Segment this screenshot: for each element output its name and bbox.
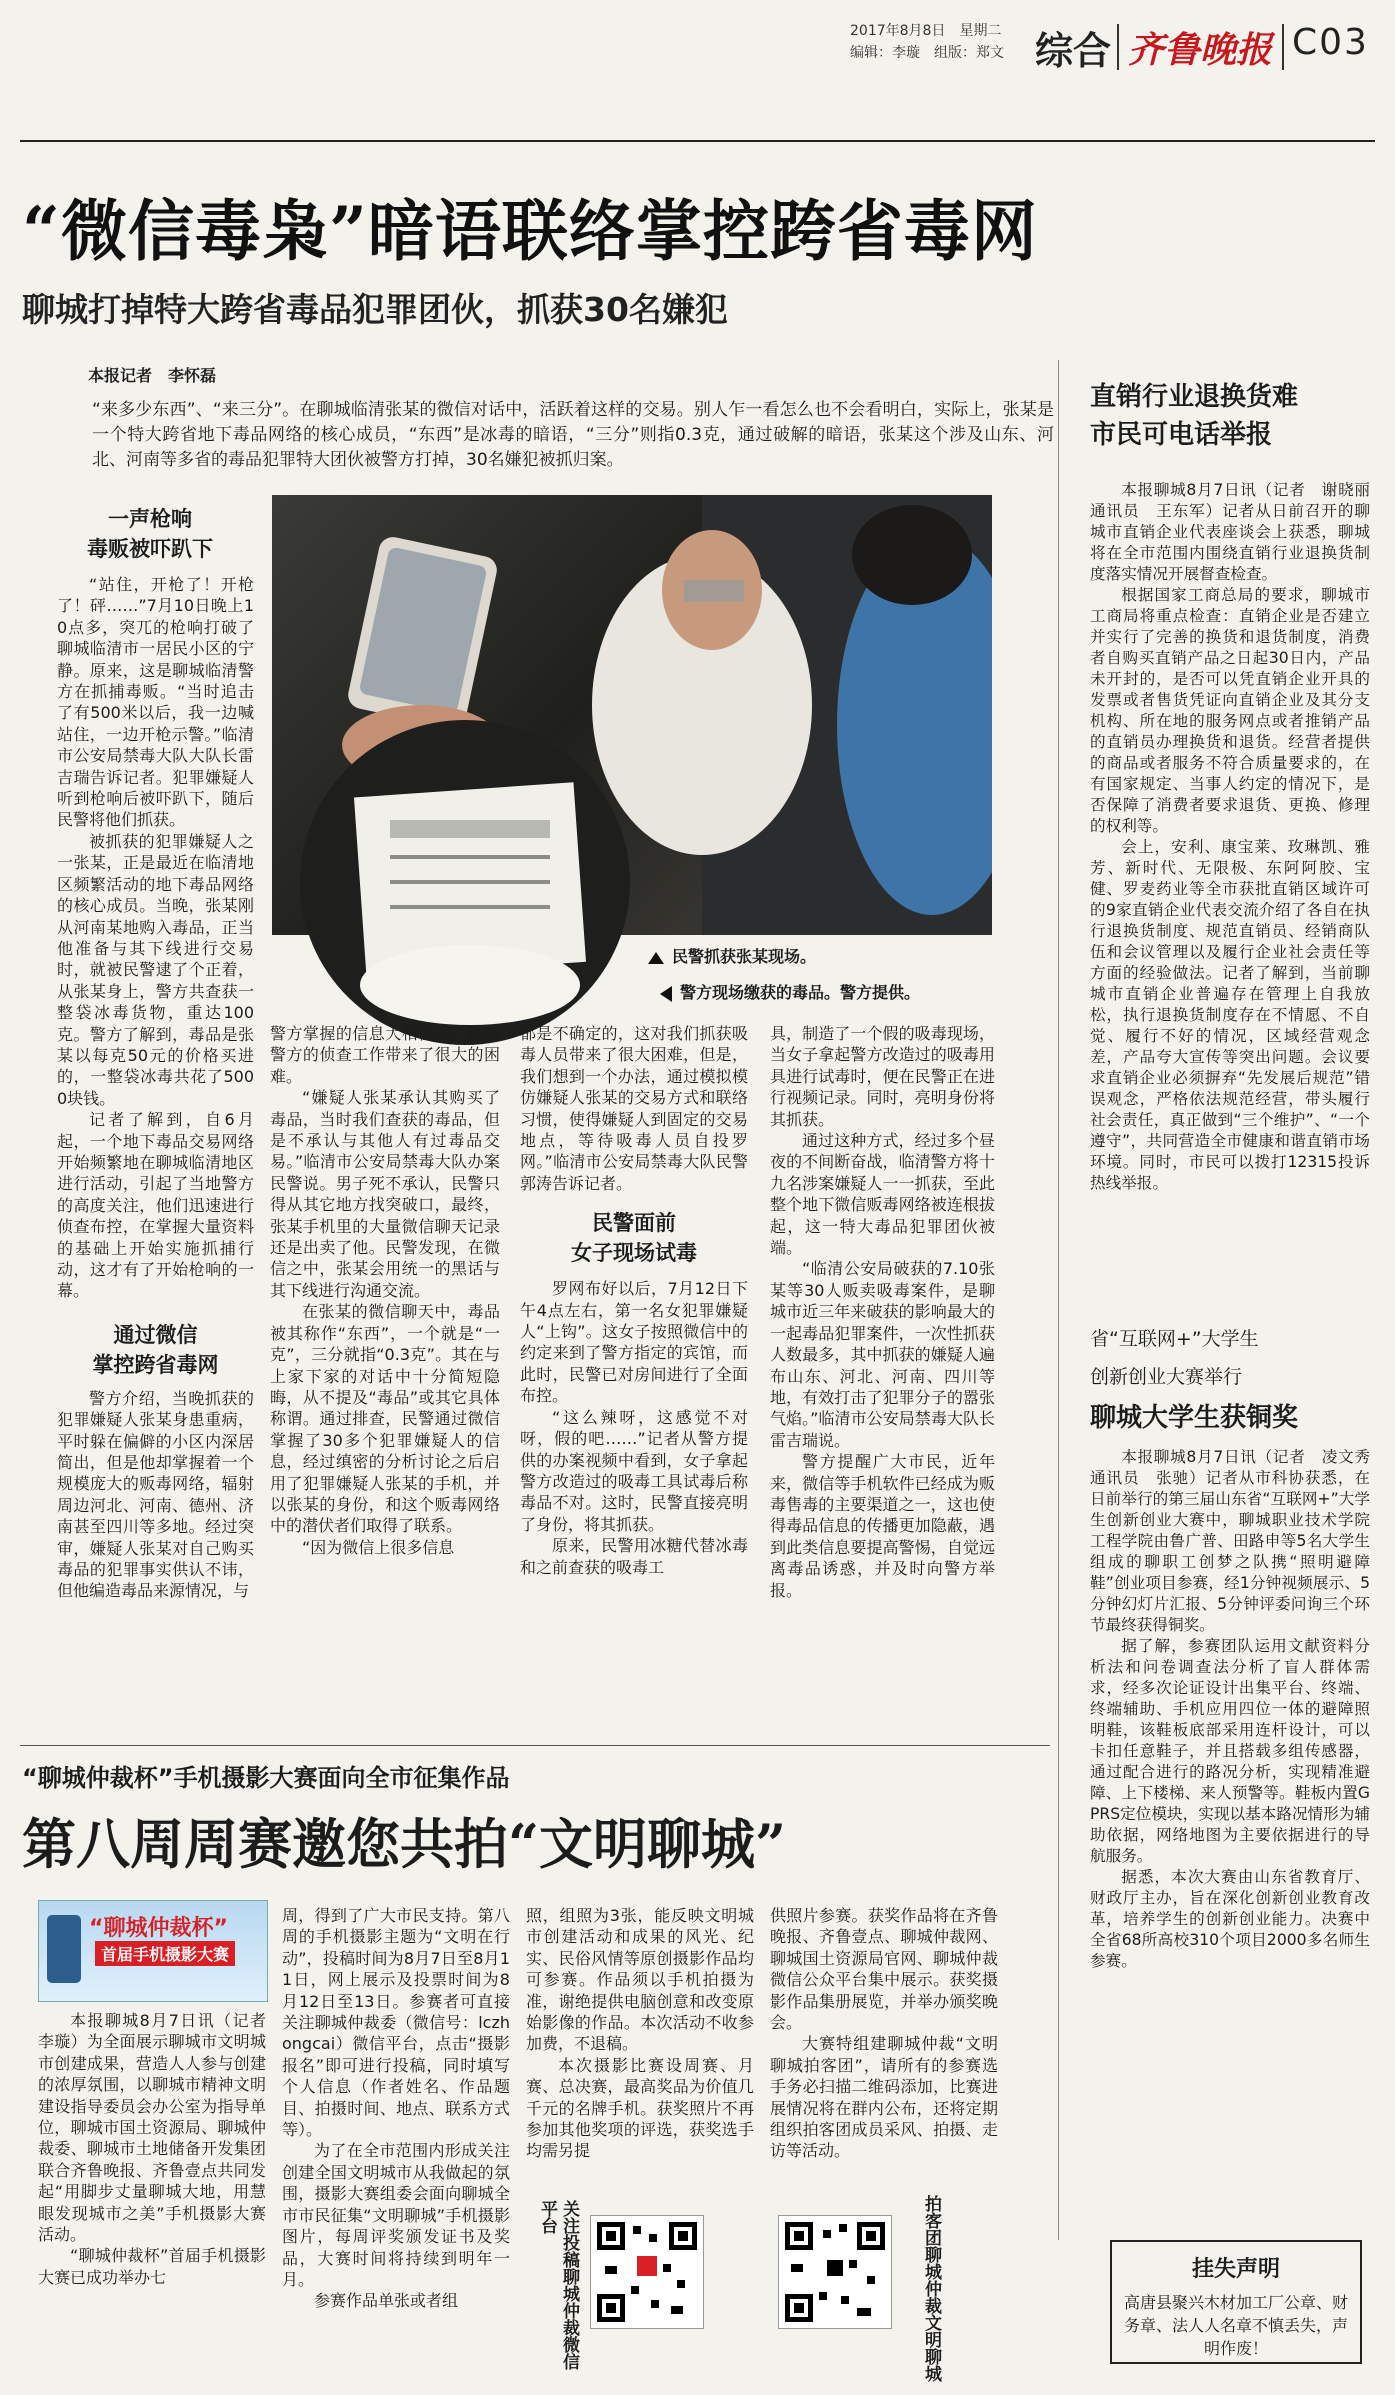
paragraph: 警方介绍，当晚抓获的犯罪嫌疑人张某身患重病，平时躲在偏僻的小区内深居简出，但是他却掌握着一个规模庞大的贩毒网络，辐射周边河北、河南、德州、济南甚至四川等多地。经过突审，嫌疑人张某对自己购买毒品的犯罪事实供认不讳，但他编造毒品来源情况，与: [57, 1388, 254, 1601]
column-2: [270, 1023, 500, 1558]
paragraph: “聊城仲裁杯”首届手机摄影大赛已成功举办七: [38, 2246, 266, 2287]
paragraph: 本报聊城8月7日讯（记者 凌文秀 通讯员 张驰）记者从市科协获悉，在日前举行的第三届山东省“互联网+”大学生创新创业大赛中，聊城职业技术学院工程学院由鲁广普、田路申等5名大学生组成的聊职工创梦之队携“照明避障鞋”创业项目参赛，经1分钟视频展示、5分钟幻灯片汇报、5分钟评委问询三个环节最终获得铜奖。: [1090, 1448, 1386, 1634]
top-rule: [20, 140, 1375, 142]
editor-line: 编辑：李璇 组版：郑文: [850, 45, 1004, 61]
paragraph: “嫌疑人张某承认其购买了毒品，当时我们查获的毒品，但是不承认与其他人有过毒品交易。”临清市公安局禁毒大队办案民警说。男子死不承认，民警只得从其它地方找突破口，最终，张某手机里的大量微信聊天记录还是出卖了他。民警发现，在微信之中，张某会用统一的黑话与其下线进行沟通交流。: [270, 1088, 500, 1300]
notice-body: 高唐县聚兴木材加工厂公章、财务章、法人人名章不慎丢失，声明作废！: [1124, 2293, 1349, 2358]
section-heading-line: 毒贩被吓趴下: [87, 537, 213, 561]
date-line: 2017年8月8日 星期二: [850, 23, 1002, 39]
lost-notice-box: [1110, 2240, 1362, 2364]
sidebar-headline: 市民可电话举报: [1090, 420, 1273, 450]
sidebar-body: [1090, 480, 1386, 1194]
page-number: C03: [1292, 22, 1369, 63]
paragraph: 本次摄影比赛设周赛、月赛、总决赛，最高奖品为价值几千元的名牌手机。获奖照片不再参加其他奖项的评选，获奖选手均需另提: [526, 2055, 754, 2161]
section-heading-line: 民警面前: [592, 1211, 676, 1236]
paragraph: “因为微信上很多信息: [302, 1537, 455, 1557]
section-heading-line: 通过微信: [113, 1322, 198, 1347]
paragraph: 据了解，参赛团队运用文献资料分析法和问卷调查法分析了盲人群体需求，经多次论证设计出集平台、终端、终端辅助、手机应用四位一体的避障照明鞋，该鞋板底部采用连杆设计，可以卡扣任意鞋子，并且搭载多组传感器，通过配合进行的路况分析，实现精准避障、上下楼梯、来人预警等。鞋板内置GPRS定位模块，实现以基本路况情形为辅助依据，网络地图为主要依据进行的导航服务。: [1090, 1637, 1370, 1865]
paragraph: 记者了解到，自6月起，一个地下毒品交易网络开始频繁地在聊城临清地区进行活动，引起了当地警方的高度关注，他们迅速进行侦查布控，在掌握大量资料的基础上开始实施抓捕行动，这才有了开始枪响的一幕。: [57, 1110, 254, 1301]
paragraph: 通过这种方式，经过多个昼夜的不间断奋战，临清警方将十九名涉案嫌疑人一一抓获，至此整个地下微信贩毒网络被连根拔起，这一特大毒品犯罪团伙被端。: [770, 1131, 995, 1258]
contest-column-3: [526, 1905, 754, 2162]
sidebar-headline: 直销行业退换货难: [1090, 382, 1299, 412]
contest-headline: 第八周周赛邀您共拍“文明聊城”: [22, 1812, 787, 1876]
contest-logo-title: “聊城仲裁杯”: [89, 1916, 228, 1941]
paragraph: 照，组照为3张，能反映文明城市创建活动和成果的风光、纪实、民俗风情等原创摄影作品均可参赛。作品须以手机拍摄为准，谢绝提供电脑创意和改变原始影像的作品。本次活动不收参加费，不退稿。: [526, 1906, 754, 2054]
paragraph: “站住，开枪了！开枪了！砰……”7月10日晚上10点多，突兀的枪响打破了聊城临清市一居民小区的宁静。原来，这是聊城临清警方在抓捕毒贩。“当时追击了有500米以后，我一边喊站住，一边开枪示警。”临清市公安局禁毒大队大队长雷吉瑞告诉记者。犯罪嫌疑人听到枪响后被吓趴下，随后民警将他们抓获。: [57, 575, 254, 830]
triangle-up-icon: [648, 952, 664, 964]
main-subhead: 聊城打掉特大跨省毒品犯罪团伙，抓获30名嫌犯: [22, 290, 728, 329]
qr-code-icon: [779, 2216, 891, 2328]
section-heading-2: [57, 1320, 254, 1380]
section-heading-line: 掌控跨省毒网: [92, 1352, 219, 1377]
sidebar-story-2: [1090, 1325, 1386, 1972]
section-heading-3: [520, 1208, 748, 1268]
paragraph: 警方掌握的信息大相径庭。这给警方的侦查工作带来了很大的困难。: [270, 1024, 500, 1086]
contest-column-4: [770, 1905, 998, 2162]
byline: 本报记者 李怀磊: [88, 366, 217, 385]
paragraph: 本报聊城8月7日讯（记者 李璇）为全面展示聊城市文明城市创建成果，营造人人参与创建的浓厚氛围，以聊城市精神文明建设指导委员会办公室为指导单位，聊城市国土资源局、聊城仲裁委、聊城市土地储备开发集团联合齐鲁晚报、齐鲁壹点共同发起“用脚步丈量聊城大地，用慧眼发现城市之美”手机摄影大赛活动。: [38, 2011, 283, 2245]
column-3: [520, 1023, 748, 1578]
paragraph: 据悉，本次大赛由山东省教育厅、财政厅主办，旨在深化创新创业教育改革，培养学生的创新创业能力。决赛中全省68所高校310个项目2000多名师生参赛。: [1090, 1868, 1370, 1970]
paragraph: 根据国家工商总局的要求，聊城市工商局将重点检查：直销企业是否建立并实行了完善的换货和退货制度，消费者自购买直销产品之日起30日内，产品未开封的，是否可以凭直销企业开具的发票或者售货凭证向直销企业及其分支机构、所在地的服务网点或者推销产品的直销员办理换货和退货。经营者提供的商品或者服务不符合质量要求的，在有国家规定、当事人约定的情况下，是否保障了消费者要求退货、更换、修理的权利等。: [1090, 586, 1370, 835]
seized-drugs-illustration: [300, 720, 630, 1045]
contest-column-1: [38, 2010, 283, 2288]
paragraph: 原来，民警用冰糖代替冰毒和之前查获的吸毒工: [520, 1536, 748, 1577]
section-heading-1: [50, 504, 250, 564]
section-heading-line: 一声枪响: [108, 507, 192, 531]
paragraph: “这么辣呀，这感觉不对呀，假的吧……”记者从警方提供的办案视频中看到，女子拿起警方改造过的吸毒工具试毒后称毒品不对。这时，民警直接亮明了身份，将其抓获。: [520, 1407, 748, 1534]
sidebar-kicker: 省“互联网+”大学生: [1090, 1328, 1259, 1350]
paragraph: 供照片参赛。获奖作品将在齐鲁晚报、齐鲁壹点、聊城仲裁网、聊城国土资源局官网、聊城仲裁微信公众平台集中展示。获奖摄影作品集册展览，并举办颁奖晚会。: [770, 1906, 998, 2033]
paragraph: 周，得到了广大市民支持。第八周的手机摄影主题为“文明在行动”，投稿时间为8月7日至8月11日，网上展示及投票时间为8月12日至13日。参赛者可直接关注聊城仲裁委（微信号：lczhongcai）微信平台，点击“摄影报名”即可进行投稿，同时填写个人信息（作者姓名、作品题目、拍摄时间、地点、联系方式等）。: [282, 1906, 510, 2140]
paragraph: 都是不确定的，这对我们抓获吸毒人员带来了很大困难，但是，我们想到一个办法，通过模拟模仿嫌疑人张某的交易方式和联络习惯，使得嫌疑人到固定的交易地点，等待吸毒人员自投罗网。”临清市公安局禁毒大队民警郭涛告诉记者。: [520, 1024, 748, 1193]
paragraph: 参赛作品单张或者组: [314, 2291, 459, 2311]
lead-paragraph: “来多少东西”、“来三分”。在聊城临清张某的微信对话中，活跃着这样的交易。别人乍一看怎么也不会看明白，实际上，张某是一个特大跨省地下毒品网络的核心成员，“东西”是冰毒的暗语，“三分”则指0.3克，通过破解的暗语，张某这个涉及山东、河北、河南等多省的毒品犯罪特大团伙被警方打掉，30名嫌犯被抓归案。: [92, 400, 1054, 470]
paragraph: “临清公安局破获的7.10张某等30人贩卖吸毒案件，是聊城市近三年来破获的影响最大的一起毒品犯罪案件，一次性抓获人数最多，其中抓获的嫌疑人遍布山东、河北、河南、四川等地，有效打击了犯罪分子的嚣张气焰。”临清市公安局禁毒大队长雷吉瑞说。: [770, 1259, 995, 1450]
contest-logo-subtitle: 首届手机摄影大赛: [95, 1941, 235, 1966]
paragraph: 为了在全市范围内形成关注创建全国文明城市从我做起的氛围，摄影大赛组委会面向聊城全市市民征集“文明聊城”手机摄影图片，每周评奖颁发证书及奖品，大赛时间将持续到明年一月。: [282, 2141, 510, 2289]
photo-caption-2: [660, 980, 920, 1003]
masthead-divider: [1282, 24, 1284, 70]
photo-caption-text: 警方现场缴获的毒品。警方提供。: [680, 983, 921, 1002]
column-4: [770, 1023, 995, 1601]
paragraph: 在张某的微信聊天中，毒品被其称作“东西”，一个就是“一克”，三分就指“0.3克”。其在与上家下家的对话中十分简短隐晦，从不提及“毒品”或其它具体称谓。通过排查，民警通过微信掌握了30多个犯罪嫌疑人的信息，经过缜密的分析讨论之后启用了犯罪嫌疑人张某的手机，并以张某的身份，和这个贩毒网络中的潜伏者们取得了联系。: [270, 1302, 500, 1536]
paragraph: 会上，安利、康宝莱、玫琳凯、雅芳、新时代、无限极、东阿阿胶、宝健、罗麦药业等全市获批直销区域许可的9家直销企业代表交流介绍了各自在执行退换货制度、规范直销员、经销商队伍和会议管理以及履行企业社会责任等方面的经验做法。记者了解到，当前聊城市直销企业普遍存在管理上自我放松，执行退换货制度存在不情愿、不自觉、履行不好的情况，区域经营观念差，产品夸大宣传等突出问题。会议要求直销企业必须摒弃“先发展后规范”错误观念，严格依法规范经营，带头履行社会责任，真正做到“三个维护”、“一个遵守”，共同营造全市健康和谐直销市场环境。同时，市民可以拨打12315投诉热线举报。: [1090, 838, 1370, 1192]
section-name: 综合: [1035, 29, 1112, 73]
main-headline: “微信毒枭”暗语联络掌控跨省毒网: [22, 192, 1038, 270]
seized-drugs-photo: [300, 720, 630, 1045]
paragraph: 被抓获的犯罪嫌疑人之一张某，正是最近在临清地区频繁活动的地下毒品网络的核心成员。当晚，张某刚从河南某地购入毒品，正当他准备与其下线进行交易时，就被民警逮了个正着，从张某身上，警方共查获一整袋冰毒货物，重达100克。警方了解到，毒品是张某以每克50元的价格买进的，一整袋冰毒共花了5000块钱。: [57, 831, 254, 1108]
masthead-divider: [1117, 24, 1119, 70]
phone-icon: [47, 1915, 81, 1983]
qr-code-2[interactable]: [778, 2215, 892, 2329]
qr-code-icon: [591, 2216, 703, 2328]
sidebar-kicker: 创新创业大赛举行: [1090, 1366, 1243, 1388]
photo-caption-text: 民警抓获张某现场。: [672, 947, 817, 966]
contest-column-2: [282, 1905, 510, 2312]
paragraph: 本报聊城8月7日讯（记者 谢晓丽 通讯员 王东军）记者从日前召开的聊城市直销企业代表座谈会上获悉，聊城将在全市范围内围绕直销行业退换货制度落实情况开展督查检查。: [1090, 481, 1386, 583]
qr-label-2: 拍客团聊城仲裁文明聊城: [921, 2195, 941, 2382]
paragraph: 警方提醒广大市民，近年来，微信等手机软件已经成为贩毒售毒的主要渠道之一，这也使得毒品信息的传播更加隐蔽，遇到此类信息要提高警惕，自觉远离毒品诱惑，并及时向警方举报。: [770, 1452, 995, 1600]
sidebar-headline: 聊城大学生获铜奖: [1090, 1403, 1299, 1433]
column-divider: [1058, 360, 1059, 2240]
triangle-left-icon: [660, 986, 672, 1002]
paragraph: 具，制造了一个假的吸毒现场，当女子拿起警方改造过的吸毒用具进行试毒时，便在民警正在进行视频记录。同时，亮明身份将其抓获。: [770, 1024, 995, 1129]
paper-logo: 齐鲁晚报: [1128, 29, 1273, 71]
sidebar-story-1: [1090, 378, 1386, 1194]
qr-label-1: 关注投稿聊城仲裁微信平台: [537, 2200, 579, 2370]
photo-caption-1: [648, 944, 816, 967]
notice-title: 挂失声明: [1191, 2257, 1280, 2282]
sidebar-body: [1090, 1447, 1386, 1972]
paragraph: 大赛特组建聊城仲裁“文明聊城拍客团”，请所有的参赛选手务必扫描二维码添加，比赛进展情况将在群内公布，还将定期组织拍客团成员采风、拍摄、走访等活动。: [770, 2034, 998, 2161]
contest-logo: [38, 1900, 268, 2002]
section-heading-line: 女子现场试毒: [571, 1241, 697, 1266]
contest-kicker: “聊城仲裁杯”手机摄影大赛面向全市征集作品: [22, 1764, 510, 1792]
column-1: [57, 574, 254, 1602]
paragraph: 罗网布好以后，7月12日下午4点左右，第一名女犯罪嫌疑人“上钩”。这女子按照微信中的约定来到了警方指定的宾馆，而此时，民警已对房间进行了全面布控。: [520, 1279, 748, 1406]
qr-code-1[interactable]: [590, 2215, 704, 2329]
section-rule: [20, 1745, 1050, 1746]
